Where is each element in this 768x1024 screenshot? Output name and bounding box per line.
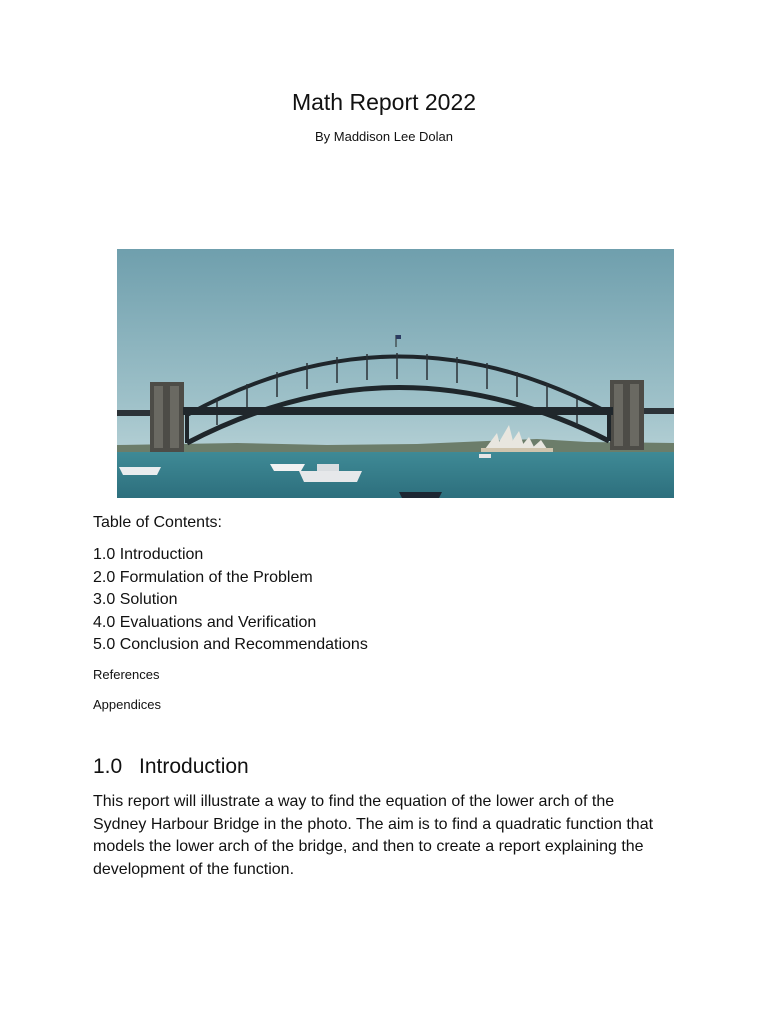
page-title: Math Report 2022 bbox=[291, 89, 477, 115]
toc-entry-introduction: 1.0 Introduction bbox=[93, 546, 204, 563]
introduction-paragraph: This report will illustrate a way to find the equation of the lower arch of the Sydney Harbour Bridge in the photo. The aim is to find a quadratic function that models the lower arch of the bridge, and then to create a report explaining the development of the function. bbox=[93, 793, 654, 878]
toc-entry-evaluations: 4.0 Evaluations and Verification bbox=[93, 613, 317, 631]
section-title: Introduction bbox=[139, 755, 249, 778]
toc-entry-references: References bbox=[93, 667, 160, 682]
toc-entry-conclusion: 5.0 Conclusion and Recommendations bbox=[93, 636, 368, 653]
toc-entry-appendices: Appendices bbox=[93, 697, 161, 712]
section-heading-introduction bbox=[93, 754, 249, 780]
toc-list bbox=[93, 544, 368, 657]
toc-entry-formulation: 2.0 Formulation of the Problem bbox=[93, 568, 313, 586]
author-byline: By Maddison Lee Dolan bbox=[314, 129, 454, 144]
bridge-photo bbox=[117, 249, 674, 498]
section-number: 1.0 bbox=[93, 755, 123, 778]
toc-heading: Table of Contents: bbox=[93, 514, 222, 531]
toc-entry-solution: 3.0 Solution bbox=[93, 591, 178, 608]
